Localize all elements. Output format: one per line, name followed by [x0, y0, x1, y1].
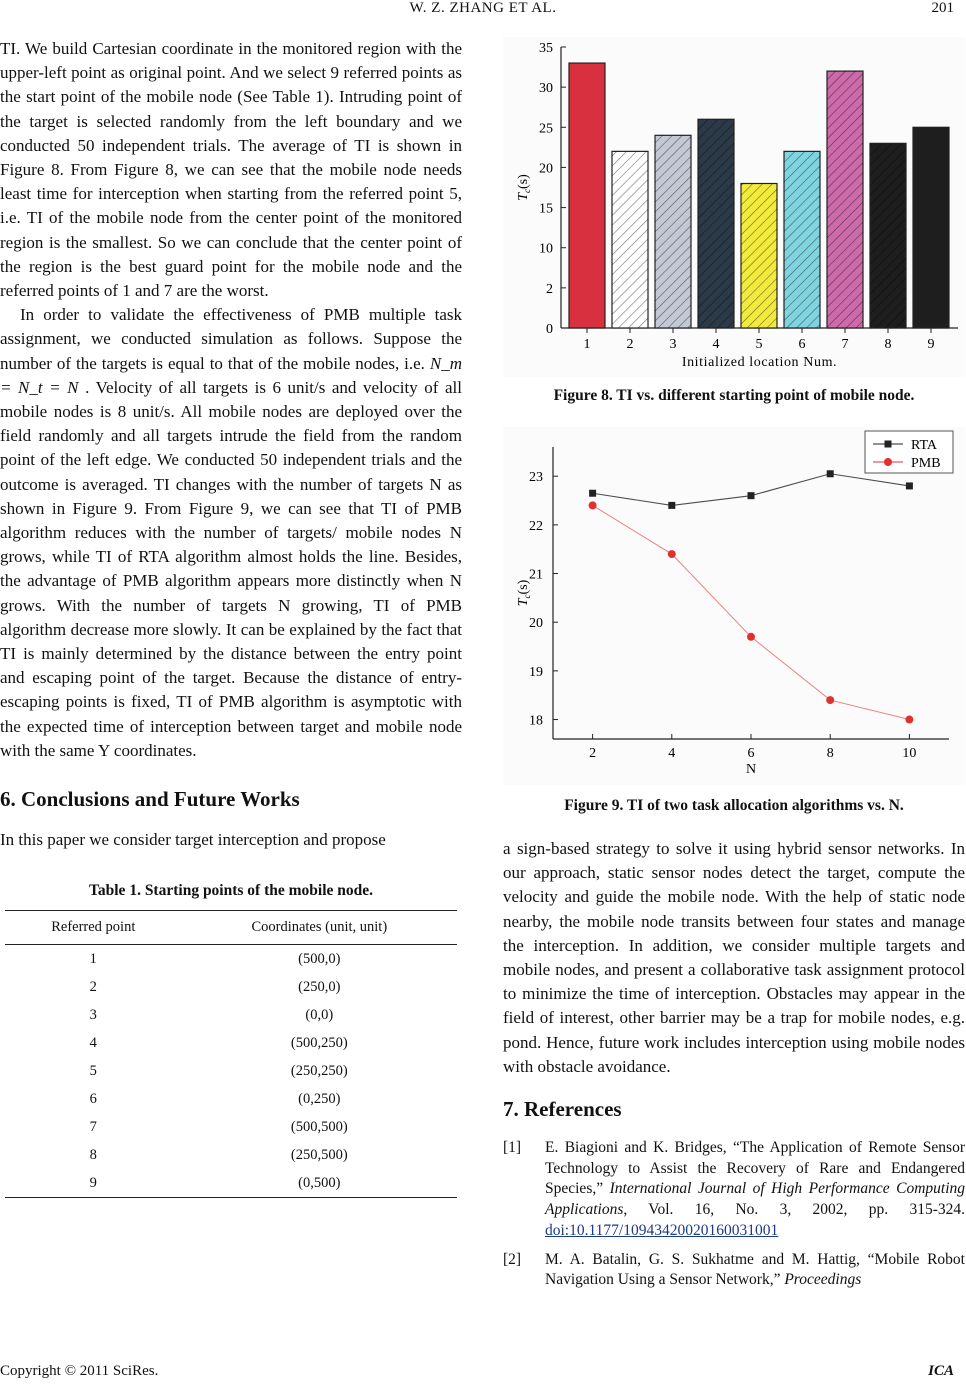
reference-doi-link[interactable]: doi:10.1177/10943420020160031001	[545, 1221, 779, 1239]
y-tick-label: 0	[546, 322, 553, 337]
table-cell: (500,250)	[290, 1034, 348, 1051]
bar-hatch	[870, 143, 906, 328]
table-cell: (0,250)	[298, 1090, 341, 1107]
table-row	[5, 1057, 457, 1085]
table-cell: 6	[89, 1090, 97, 1107]
series-line-pmb	[593, 505, 910, 719]
running-title: W. Z. ZHANG ET AL.	[409, 0, 557, 16]
legend-label: PMB	[911, 456, 941, 471]
table-cell: (250,250)	[290, 1062, 348, 1079]
bar-hatch	[655, 135, 691, 328]
equation-n: N_m = N_t = N	[0, 353, 463, 397]
data-point-rta	[748, 492, 755, 499]
table-1-caption: Table 1. Starting points of the mobile node.	[88, 882, 374, 900]
x-tick-label: 10	[902, 746, 917, 761]
x-tick-label: 4	[668, 746, 676, 761]
y-tick-label: 20	[529, 616, 543, 632]
y-tick-label: 22	[529, 518, 543, 534]
data-point-rta	[589, 490, 596, 497]
x-tick-label: 3	[669, 337, 677, 352]
paragraph-pmb-validation	[0, 303, 462, 763]
reference-journal: International Journal of High Performance Computing Applications	[545, 1180, 965, 1219]
figure-9	[503, 427, 965, 785]
x-tick-label: 5	[755, 337, 763, 352]
data-point-pmb	[826, 696, 834, 704]
y-tick-label: 21	[529, 567, 543, 583]
reference-number: [1]	[503, 1139, 522, 1157]
reference-text	[545, 1138, 965, 1242]
x-tick-label: 4	[712, 337, 720, 352]
legend-marker	[884, 458, 892, 466]
bar-hatch	[784, 151, 820, 328]
figure-8-caption: Figure 8. TI vs. different starting point of mobile node.	[553, 387, 915, 404]
data-point-rta	[668, 502, 675, 509]
data-point-pmb	[668, 550, 676, 558]
paragraph-conclusions: In this paper we consider target interception and propose	[0, 830, 386, 850]
x-tick-label: 9	[927, 337, 935, 352]
reference-authors-title: E. Biagioni and K. Bridges, “The Application of Remote Sensor Technology to Assist the Recovery of Rare and Endangered Species,”	[545, 1139, 965, 1198]
right-column	[503, 37, 965, 1299]
table-cell: 3	[89, 1006, 97, 1023]
paragraph-conclusions-continued: a sign-based strategy to solve it using hybrid sensor networks. In our approach, static sensor nodes detect the target, compute the velocity and guide the mobile node. With the help of static node nearby, the mobile node transits between four states and manage the interception. In addition, we consider multiple targets and mobile nodes, and present a collaborative task assignment protocol to minimize the time of interception. Obstacles may appear in the field of interest, other barrier may be a trap for mobile nodes, e.g. pond. Hence, future work includes interception using mobile nodes with obstacle avoidance.	[503, 839, 965, 1076]
y-tick-label: 23	[529, 470, 543, 486]
y-axis-label: $T_c(s)$	[516, 579, 532, 607]
figure-9-caption: Figure 9. TI of two task allocation algorithms vs. N.	[564, 797, 904, 814]
reference-journal: Proceedings	[784, 1271, 862, 1289]
left-column	[0, 37, 462, 1198]
references-list	[503, 1138, 965, 1291]
x-tick-label: 2	[626, 337, 634, 352]
data-point-pmb	[905, 716, 913, 724]
paragraph-pmb-part1: In order to validate the effectiveness of PMB multiple task assignment, we conducted simulation as follows. Suppose the number of the targets is equal to that of the mobile nodes, i.e.	[0, 305, 462, 373]
table-cell: 5	[89, 1062, 97, 1079]
x-axis-label: N	[745, 762, 757, 777]
table-cell: (500,0)	[298, 950, 341, 967]
table-header-coordinates: Coordinates (unit, unit)	[182, 911, 457, 945]
x-tick-label: 2	[589, 746, 597, 761]
data-point-rta	[827, 470, 834, 477]
figure-9-line-chart	[503, 427, 965, 785]
data-point-rta	[906, 482, 913, 489]
bar-hatch	[612, 151, 648, 328]
table-row	[5, 1169, 457, 1198]
page-number: 201	[931, 0, 954, 16]
figure-8-bar-chart	[503, 37, 965, 377]
table-row	[5, 1085, 457, 1113]
table-row	[5, 1029, 457, 1057]
copyright-notice: Copyright © 2011 SciRes.	[0, 1363, 159, 1379]
section-6-heading: 6. Conclusions and Future Works	[0, 787, 300, 812]
reference-details: , Vol. 16, No. 3, 2002, pp. 315-324.	[623, 1201, 965, 1219]
reference-number: [2]	[503, 1250, 522, 1268]
y-axis-label: $T_c(s)$	[516, 174, 532, 201]
y-tick-label: 35	[539, 41, 553, 56]
y-tick-label: 30	[539, 81, 553, 97]
journal-abbrev: ICA	[928, 1363, 954, 1379]
table-row	[5, 1001, 457, 1029]
table-cell: (250,500)	[290, 1146, 348, 1163]
table-cell: (500,500)	[290, 1118, 348, 1135]
reference-authors-title: M. A. Batalin, G. S. Sukhatme and M. Hattig, “Mobile Robot Navigation Using a Sensor Network,”	[545, 1250, 965, 1289]
table-header-point: Referred point	[5, 911, 182, 945]
table-1	[5, 910, 457, 1198]
table-cell: 4	[89, 1034, 97, 1051]
table-row	[5, 1113, 457, 1141]
paragraph-ti-results: TI. We build Cartesian coordinate in the monitored region with the upper-left point as original point. And we select 9 referred points as the start point of the mobile node (See Table 1). Intruding point of the target is selected randomly from the left boundary and we conducted 50 independent trials. The average of TI is shown in Figure 8. From Figure 8, we can see that the mobile node needs least time for interception when starting from the referred point 5, i.e. TI of the mobile node from the center point of the monitored region is the smallest. So we can conclude that the center point of the region is the best guard point for the mobile node and the referred points of 1 and 7 are the worst.	[0, 39, 462, 301]
legend-label: RTA	[911, 438, 938, 453]
x-tick-label: 8	[826, 746, 834, 761]
x-tick-label: 1	[583, 337, 591, 352]
reference-item	[503, 1138, 965, 1242]
bar	[569, 63, 605, 328]
table-cell: (250,0)	[298, 978, 341, 995]
legend	[865, 431, 953, 473]
y-tick-label: 15	[539, 201, 553, 217]
table-row	[5, 945, 457, 974]
section-7-heading: 7. References	[503, 1097, 622, 1122]
table-row	[5, 1141, 457, 1169]
bar-hatch	[827, 71, 863, 328]
series-line-rta	[593, 474, 910, 506]
table-cell: 2	[89, 978, 97, 995]
reference-item	[503, 1250, 965, 1291]
table-cell: 7	[89, 1118, 97, 1135]
bar-hatch	[698, 119, 734, 328]
x-axis-label: Initialized location Num.	[681, 355, 838, 370]
bar-hatch	[741, 183, 777, 328]
x-tick-label: 7	[841, 337, 849, 352]
y-tick-label: 18	[529, 713, 543, 729]
data-point-pmb	[747, 633, 755, 641]
legend-marker	[885, 441, 892, 448]
y-tick-label: 25	[539, 121, 553, 137]
y-tick-label: 2	[546, 281, 553, 297]
table-cell: 9	[5, 1169, 182, 1198]
bar	[913, 127, 949, 328]
x-tick-label: 6	[798, 337, 806, 352]
y-tick-label: 20	[539, 161, 553, 177]
y-tick-label: 10	[539, 241, 553, 257]
table-cell: 8	[89, 1146, 97, 1163]
x-tick-label: 8	[884, 337, 892, 352]
page-header	[0, 0, 966, 24]
y-tick-label: 19	[529, 664, 543, 680]
table-cell: 1	[89, 950, 97, 967]
x-tick-label: 6	[747, 746, 755, 761]
table-cell: (0,0)	[305, 1006, 334, 1023]
table-cell: (0,500)	[182, 1169, 457, 1198]
paragraph-pmb-part2: . Velocity of all targets is 6 unit/s and velocity of all mobile nodes is 8 unit/s. All mobile nodes are deployed over the field randomly and all targets intrude the field from the random point of the left edge. We conducted 50 independent trials and the outcome is averaged. TI changes with the number of targets N as shown in Figure 9. From Figure 9, we can see that TI of PMB algorithm reduces with the number of targets/ mobile nodes N grows, while TI of RTA algorithm almost holds the line. Besides, the advantage of PMB algorithm appears more distinctly when N grows. With the number of targets N growing, TI of PMB algorithm decrease more slowly. It can be explained by the fact that TI is mainly determined by the distance between the entry point and escaping point of the target. Because the distance of entry-escaping points is fixed, TI of PMB algorithm is asymptotic with the expected time of interception between target and mobile node with the same Y coordinates.	[0, 377, 463, 760]
figure-8	[503, 37, 965, 377]
table-row	[5, 973, 457, 1001]
data-point-pmb	[589, 501, 597, 509]
reference-text	[545, 1250, 965, 1291]
